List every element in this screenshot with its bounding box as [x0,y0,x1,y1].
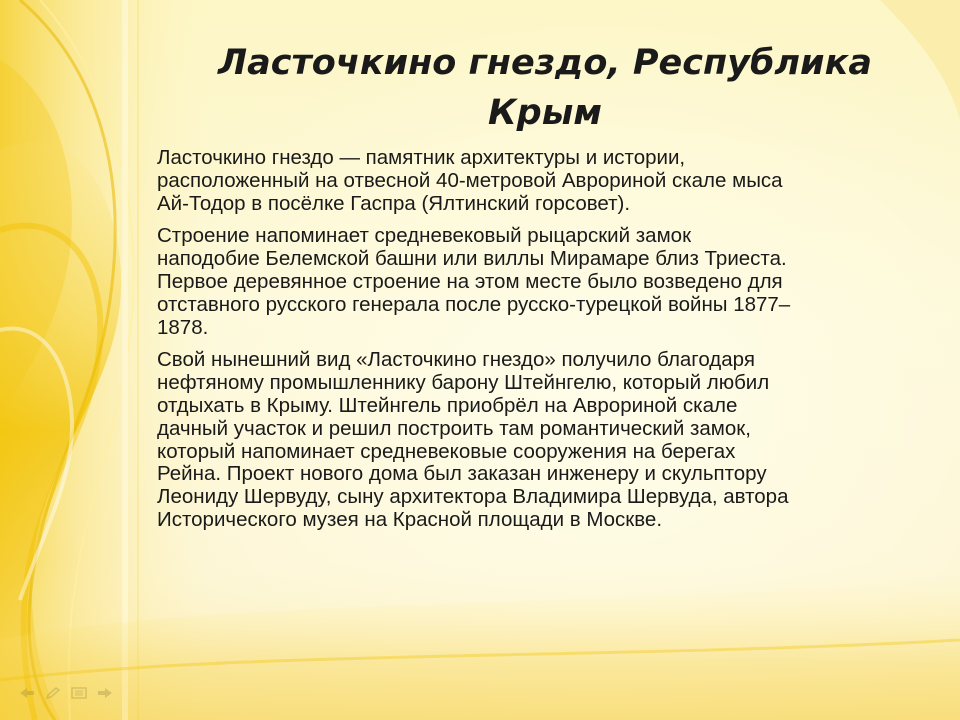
text-line: Леониду Шервуду, сыну архитектора Владимира Шервуда, автора [157,485,789,509]
text-line: Свой нынешний вид «Ласточкино гнездо» получило благодаря [157,348,755,372]
text-line: Ласточкино гнездо — памятник архитектуры и истории, [157,146,686,169]
title-line: Крым [488,93,602,133]
text-line: нефтяному промышленнику барону Штейнгелю, который любил [157,371,770,395]
pen-icon[interactable] [44,686,62,700]
text-line: наподобие Белемской башни или виллы Мирамаре близ Триеста. [157,247,787,271]
text-line: отдыхать в Крыму. Штейнгель приобрёл на Аврориной скале [157,393,738,417]
text-line: Рейна. Проект нового дома был заказан инженеру и скульптору [157,462,767,486]
text-line: Исторического музея на Красной площади в Москве. [157,507,663,531]
text-line: расположенный на отвесной 40-метровой Аврориной скале мыса [157,168,783,192]
text-line: дачный участок и решил построить там романтический замок, [157,416,751,440]
forward-arrow-icon[interactable] [96,686,114,700]
text-line: 1878. [157,315,209,339]
text-line: Ай-Тодор в посёлке Гаспра (Ялтинский горсовет). [157,191,631,215]
paragraph [157,147,927,215]
slide-body [157,147,927,542]
back-arrow-icon[interactable] [18,686,36,700]
text-line: отставного русского генерала после русско-турецкой войны 1877– [157,292,791,316]
menu-icon[interactable] [70,686,88,700]
slide-title [150,38,940,138]
title-line: Ласточкино гнездо, Республика [218,43,872,83]
text-line: который напоминает средневековые сооружения на берегах [157,439,736,463]
text-line: Строение напоминает средневековый рыцарский замок [157,224,692,248]
paragraph [157,225,927,339]
paragraph [157,349,927,531]
text-line: Первое деревянное строение на этом месте было возведено для [157,269,783,293]
